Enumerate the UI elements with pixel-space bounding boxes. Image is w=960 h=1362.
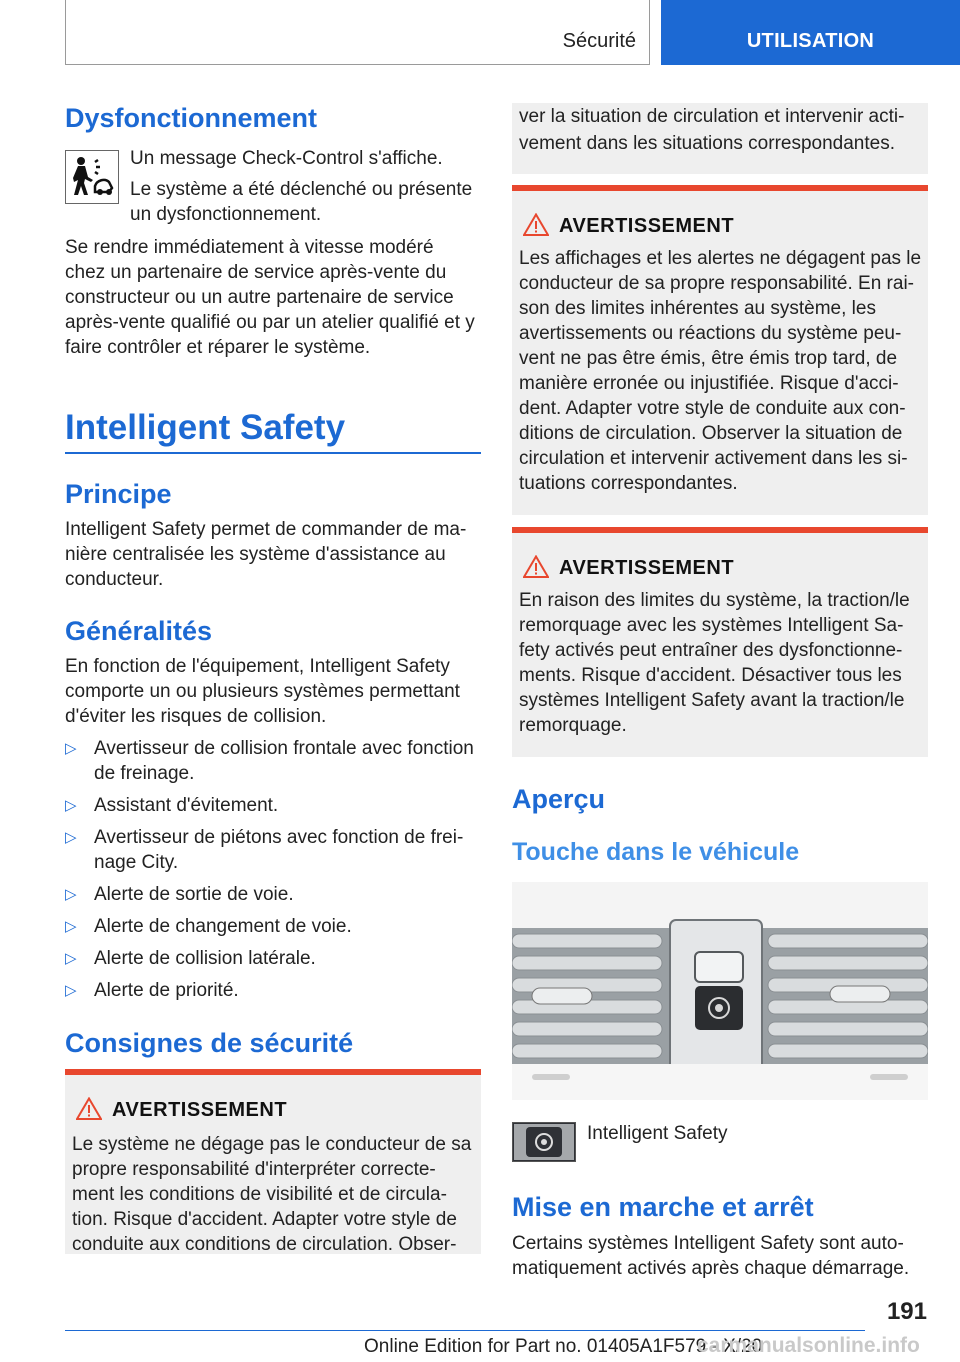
bullet-triangle-icon: ▷ — [65, 982, 77, 999]
edition-text: Online Edition for Part no. 01405A1F579 - X/20 — [364, 1336, 763, 1357]
text-line: dent. Adapter votre style de conduite aux con- — [519, 398, 906, 419]
text-line: remorquage. — [519, 715, 627, 736]
warning-triangle-icon — [76, 1097, 102, 1120]
bullet-triangle-icon: ▷ — [65, 886, 77, 903]
dysfonctionnement-heading: Dysfonctionnement — [65, 103, 318, 133]
text-line: circulation et intervenir activement dans les si- — [519, 448, 908, 469]
warning-box-3 — [512, 527, 928, 757]
list-item: ▷ Alerte de priorité. — [65, 980, 239, 1001]
intelligent-safety-button-icon — [512, 1122, 576, 1162]
pedestrian-warning-icon — [65, 150, 119, 204]
principe-paragraph — [65, 517, 481, 592]
text-line: Intelligent Safety permet de commander de ma- — [65, 519, 467, 540]
bullet-triangle-icon: ▷ — [65, 950, 77, 967]
generalites-paragraph — [65, 654, 481, 729]
consignes-heading: Consignes de sécurité — [65, 1028, 354, 1058]
page-number: 191 — [886, 1298, 927, 1325]
list-item: ▷ Avertisseur de collision frontale avec fonction de freinage. — [65, 738, 474, 784]
text-line: manière erronée ou injustifiée. Risque d'acci- — [519, 373, 899, 394]
warning-label: AVERTISSEMENT — [559, 557, 735, 579]
header-section-title: Sécurité — [562, 30, 636, 52]
text-line: comporte un ou plusieurs systèmes permettant — [65, 681, 460, 702]
text-line: Le système ne dégage pas le conducteur de sa — [72, 1134, 472, 1155]
mise-en-marche-paragraph — [512, 1231, 928, 1281]
text-line: En fonction de l'équipement, Intelligent Safety — [65, 656, 450, 677]
title-underline — [65, 452, 481, 454]
text-line: vement dans les situations correspondantes. — [519, 133, 895, 154]
text-line: En raison des limites du système, la traction/le — [519, 590, 910, 611]
bullet-triangle-icon: ▷ — [65, 918, 77, 935]
text-line: constructeur ou un autre partenaire de service — [65, 287, 454, 308]
apercu-subheading: Touche dans le véhicule — [512, 838, 800, 866]
bullet-triangle-icon: ▷ — [65, 829, 77, 846]
text-line: ver la situation de circulation et intervenir acti- — [519, 106, 905, 127]
text-line: après-vente qualifié ou par un atelier qualifié et y — [65, 312, 475, 333]
text-line: vent ne pas être émis, être émis trop tard, de — [519, 348, 898, 369]
principe-heading: Principe — [65, 479, 172, 509]
text-line: matiquement activés après chaque démarrage. — [512, 1258, 910, 1279]
warning-triangle-icon — [523, 555, 549, 578]
footer-rule — [65, 1330, 865, 1331]
text-line: d'éviter les risques de collision. — [65, 706, 327, 727]
warning-label: AVERTISSEMENT — [559, 215, 735, 237]
warning-box-2 — [512, 185, 928, 515]
systems-list — [65, 736, 481, 1010]
text-line: conduite aux conditions de circulation. Obser- — [72, 1234, 457, 1255]
text-line: son des limites inhérentes au système, les — [519, 298, 876, 319]
text-line: faire contrôler et réparer le système. — [65, 337, 371, 358]
text-line: avertissements ou réactions du système peu- — [519, 323, 902, 344]
triggered-line-2: un dysfonctionnement. — [130, 204, 322, 225]
button-caption: Intelligent Safety — [587, 1123, 728, 1144]
generalites-heading: Généralités — [65, 616, 213, 646]
dysfonctionnement-paragraph — [65, 235, 481, 360]
watermark: carmanualsonline.info — [697, 1334, 920, 1357]
text-line: ment les conditions de visibilité et de circula- — [72, 1184, 447, 1205]
list-item: ▷ Alerte de sortie de voie. — [65, 884, 294, 905]
warning-label: AVERTISSEMENT — [112, 1099, 288, 1121]
header-frame — [65, 0, 650, 65]
text-line: fety activés peut entraîner des dysfonctionne- — [519, 640, 903, 661]
apercu-heading: Aperçu — [512, 784, 606, 814]
text-line: conducteur de sa propre responsabilité. En rai- — [519, 273, 915, 294]
text-line: propre responsabilité d'interpréter correcte- — [72, 1159, 436, 1180]
text-line: ments. Risque d'accident. Désactiver tous les — [519, 665, 902, 686]
text-line: systèmes Intelligent Safety avant la traction/le — [519, 690, 905, 711]
continued-warning-box — [512, 103, 928, 174]
vehicle-button-photo — [512, 882, 928, 1100]
text-line: Certains systèmes Intelligent Safety sont auto- — [512, 1233, 904, 1254]
mise-en-marche-heading: Mise en marche et arrêt — [512, 1192, 814, 1222]
list-item: ▷ Assistant d'évitement. — [65, 795, 279, 816]
text-line: Les affichages et les alertes ne dégagent pas le — [519, 248, 922, 269]
check-control-line: Un message Check-Control s'affiche. — [130, 148, 443, 169]
text-line: remorquage avec les systèmes Intelligent Sa- — [519, 615, 904, 636]
list-item: ▷ Avertisseur de piétons avec fonction de frei- nage City. — [65, 827, 464, 873]
list-item: ▷ Alerte de collision latérale. — [65, 948, 316, 969]
triggered-line-1: Le système a été déclenché ou présente — [130, 179, 473, 200]
main-title: Intelligent Safety — [65, 408, 346, 447]
header-chapter-tab[interactable]: UTILISATION — [661, 0, 960, 65]
warning-triangle-icon — [523, 213, 549, 236]
text-line: tion. Risque d'accident. Adapter votre style de — [72, 1209, 457, 1230]
bullet-triangle-icon: ▷ — [65, 740, 77, 757]
bullet-triangle-icon: ▷ — [65, 797, 77, 814]
text-line: Se rendre immédiatement à vitesse modéré — [65, 237, 434, 258]
text-line: chez un partenaire de service après-vente du — [65, 262, 447, 283]
text-line: tuations correspondantes. — [519, 473, 738, 494]
warning-box-1 — [65, 1069, 481, 1254]
text-line: conducteur. — [65, 569, 164, 590]
text-line: nière centralisée les système d'assistance au — [65, 544, 446, 565]
text-line: ditions de circulation. Observer la situation de — [519, 423, 903, 444]
list-item: ▷ Alerte de changement de voie. — [65, 916, 352, 937]
